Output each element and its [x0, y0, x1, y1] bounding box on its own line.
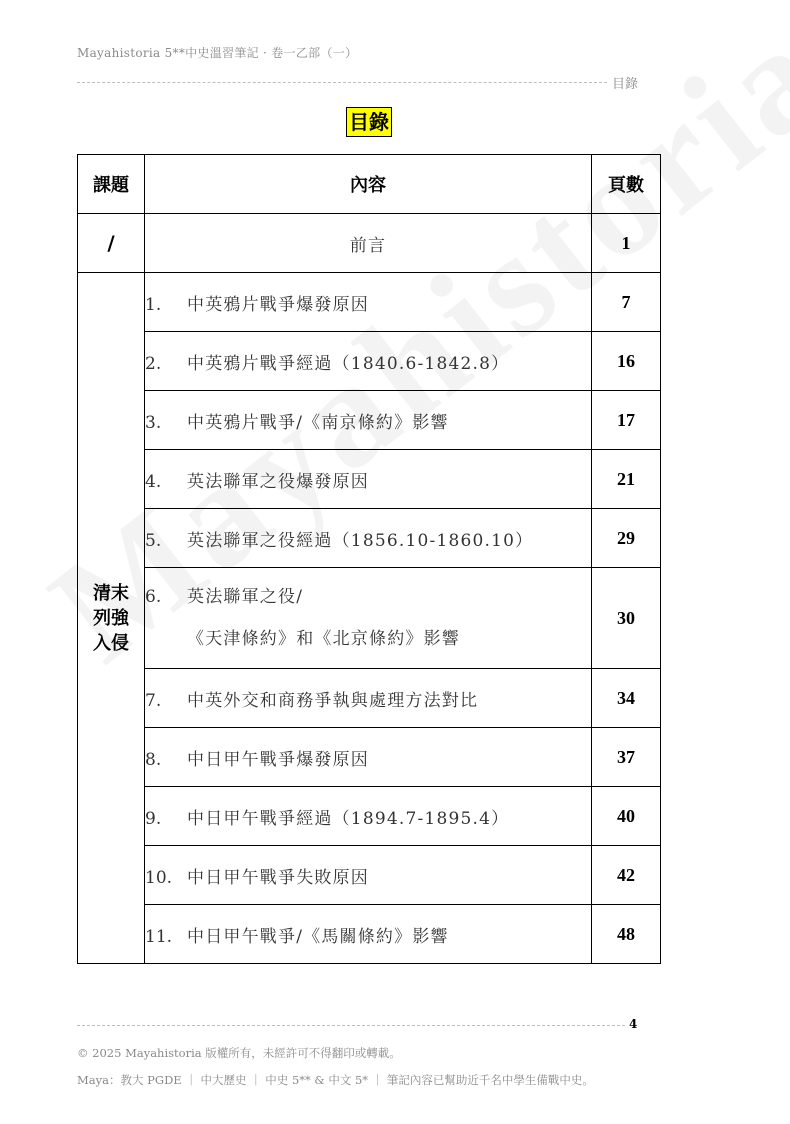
header-divider [77, 82, 607, 83]
toc-row [78, 846, 661, 905]
toc-entry-line [145, 745, 591, 770]
topic-group-label [78, 273, 145, 964]
column-header-content: 內容 [145, 155, 592, 214]
toc-entry-line [145, 576, 591, 618]
toc-entry-page: 29 [592, 509, 661, 568]
toc-entry-line [145, 526, 591, 551]
toc-entry-number: 5. [145, 530, 162, 551]
toc-entry-line [145, 922, 591, 947]
toc-entry-content [145, 728, 592, 787]
toc-row [78, 568, 661, 669]
toc-entry-number: 6. [145, 587, 162, 607]
toc-row [78, 450, 661, 509]
toc-entry-number: 10. [145, 867, 173, 888]
toc-entry-page: 17 [592, 391, 661, 450]
toc-row [78, 332, 661, 391]
toc-entry-page: 37 [592, 728, 661, 787]
toc-row [78, 273, 661, 332]
footer-divider [77, 1025, 625, 1026]
toc-header-row [78, 155, 661, 214]
preface-page: 1 [592, 214, 661, 273]
toc-entry-number: 3. [145, 412, 162, 433]
footer-info: Maya：教大 PGDE ｜ 中大歷史 ｜ 中史 5** & 中文 5* ｜ 筆記內容已幫助近千名中學生備戰中史。 [77, 1073, 594, 1087]
topic-group-line: 列強 [93, 607, 129, 629]
page-number: 4 [629, 1017, 638, 1031]
preface-content: 前言 [145, 214, 592, 273]
toc-table [77, 154, 661, 964]
toc-entry-content [145, 669, 592, 728]
toc-entry-text: 英法聯軍之役/ [187, 587, 304, 607]
toc-entry-page: 34 [592, 669, 661, 728]
toc-row-preface [78, 214, 661, 273]
toc-entry-content [145, 391, 592, 450]
toc-entry-number: 9. [145, 808, 162, 829]
toc-entry-text: 中英外交和商務爭執與處理方法對比 [187, 690, 479, 711]
toc-entry-number: 7. [145, 690, 162, 711]
toc-entry-line [145, 618, 591, 660]
toc-entry-content [145, 787, 592, 846]
toc-entry-page: 7 [592, 273, 661, 332]
column-header-page: 頁數 [592, 155, 661, 214]
toc-body [78, 214, 661, 964]
toc-entry-content [145, 905, 592, 964]
toc-entry-content [145, 273, 592, 332]
toc-entry-line [145, 467, 591, 492]
topic-group-line: 入侵 [93, 632, 129, 654]
toc-entry-page: 16 [592, 332, 661, 391]
toc-entry-text: 英法聯軍之役經過（1856.10-1860.10） [187, 530, 534, 551]
toc-entry-number: 11. [145, 926, 173, 947]
header-section-label: 目錄 [612, 77, 639, 92]
toc-row [78, 509, 661, 568]
toc-row [78, 787, 661, 846]
toc-entry-text: 中日甲午戰爭經過（1894.7-1895.4） [187, 808, 510, 829]
toc-entry-content [145, 450, 592, 509]
toc-entry-text: 中日甲午戰爭/《馬關條約》影響 [187, 926, 449, 947]
toc-entry-page: 21 [592, 450, 661, 509]
toc-entry-number: 2. [145, 353, 162, 374]
toc-entry-line [145, 863, 591, 888]
toc-entry-content [145, 568, 592, 669]
toc-row [78, 391, 661, 450]
toc-entry-line [145, 686, 591, 711]
toc-entry-line [145, 804, 591, 829]
toc-entry-content [145, 509, 592, 568]
topic-group-line: 清末 [93, 582, 129, 604]
toc-entry-text: 中日甲午戰爭失敗原因 [187, 867, 369, 888]
toc-entry-content [145, 846, 592, 905]
toc-entry-page: 42 [592, 846, 661, 905]
toc-entry-line [145, 408, 591, 433]
toc-entry-text: 中英鴉片戰爭經過（1840.6-1842.8） [187, 353, 510, 374]
toc-title: 目錄 [346, 107, 392, 137]
toc-entry-page: 40 [592, 787, 661, 846]
toc-entry-number: 4. [145, 471, 162, 492]
toc-entry-text: 中日甲午戰爭爆發原因 [187, 749, 369, 770]
toc-entry-text: 中英鴉片戰爭爆發原因 [187, 294, 369, 315]
toc-entry-number: 8. [145, 749, 162, 770]
toc-entry-line [145, 290, 591, 315]
toc-entry-content [145, 332, 592, 391]
toc-entry-page: 48 [592, 905, 661, 964]
toc-row [78, 905, 661, 964]
toc-entry-text: 《天津條約》和《北京條約》影響 [187, 629, 460, 649]
toc-row [78, 728, 661, 787]
column-header-topic: 課題 [78, 155, 145, 214]
toc-entry-number: 1. [145, 294, 162, 315]
footer-copyright: © 2025 Mayahistoria 版權所有，未經許可不得翻印或轉載。 [77, 1046, 401, 1060]
toc-row [78, 669, 661, 728]
header-title: Mayahistoria 5**中史溫習筆記 · 卷一乙部（一） [77, 46, 358, 60]
preface-topic: / [78, 214, 145, 273]
toc-entry-text: 中英鴉片戰爭/《南京條約》影響 [187, 412, 449, 433]
toc-entry-text: 英法聯軍之役爆發原因 [187, 471, 369, 492]
toc-entry-page: 30 [592, 568, 661, 669]
toc-entry-line [145, 349, 591, 374]
